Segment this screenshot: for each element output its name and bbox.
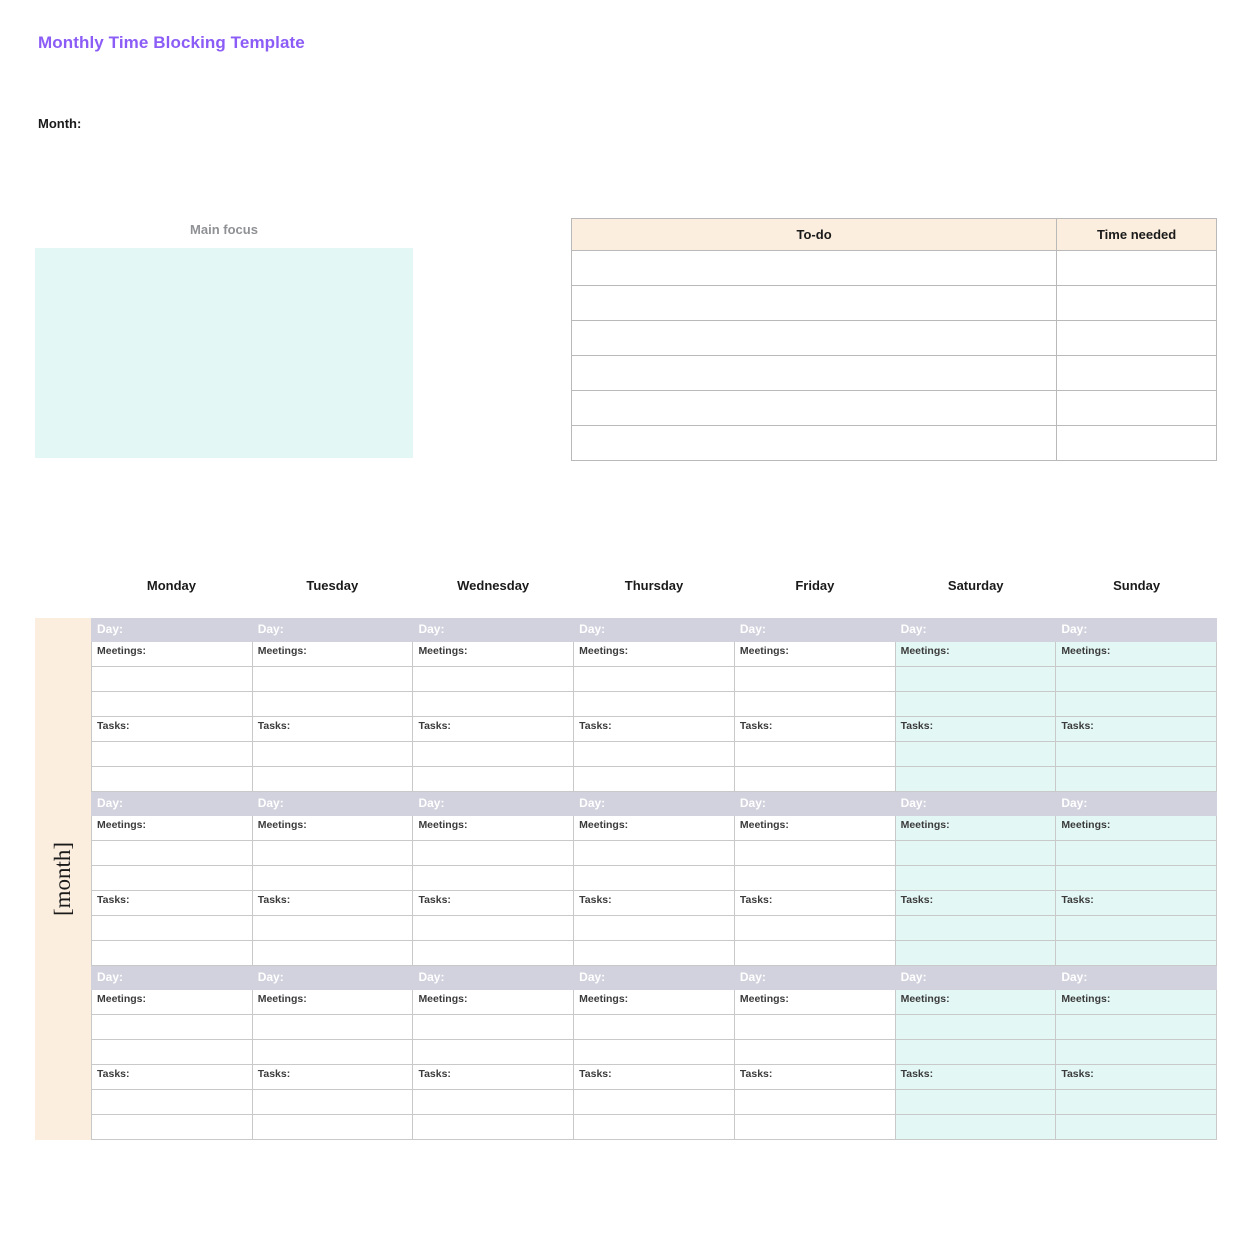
tasks-cell[interactable] (735, 916, 896, 941)
tasks-label-tue: Tasks: (253, 891, 414, 916)
meetings-cell[interactable] (91, 841, 253, 866)
tasks-entry-row (91, 916, 1217, 941)
tasks-entry-row (91, 1090, 1217, 1115)
tasks-label-thu: Tasks: (574, 891, 735, 916)
meetings-cell[interactable] (1056, 866, 1217, 891)
tasks-cell[interactable] (91, 1090, 253, 1115)
day-label-tue: Day: (253, 618, 414, 642)
meetings-cell[interactable] (735, 692, 896, 717)
tasks-label-mon: Tasks: (91, 717, 253, 742)
tasks-cell[interactable] (1056, 1115, 1217, 1140)
time-needed-column-header: Time needed (1057, 219, 1217, 251)
todo-cell[interactable] (572, 321, 1057, 356)
day-label-sun: Day: (1056, 792, 1217, 816)
meetings-label-fri: Meetings: (735, 642, 896, 667)
time-needed-cell[interactable] (1057, 251, 1217, 286)
meetings-cell[interactable] (1056, 1015, 1217, 1040)
meetings-cell[interactable] (253, 692, 414, 717)
tasks-label-row (91, 717, 1217, 742)
page-title: Monthly Time Blocking Template (38, 33, 305, 52)
day-label-sat: Day: (896, 966, 1057, 990)
tasks-label-mon: Tasks: (91, 1065, 253, 1090)
meetings-cell[interactable] (1056, 692, 1217, 717)
meetings-label-thu: Meetings: (574, 990, 735, 1015)
meetings-cell[interactable] (735, 667, 896, 692)
weekday-saturday: Saturday (947, 578, 1004, 593)
meetings-label-wed: Meetings: (413, 816, 574, 841)
tasks-label-fri: Tasks: (735, 891, 896, 916)
day-label-tue: Day: (253, 966, 414, 990)
todo-cell[interactable] (572, 391, 1057, 426)
month-spine (35, 618, 91, 1140)
meetings-cell[interactable] (413, 1015, 574, 1040)
meetings-cell[interactable] (574, 841, 735, 866)
tasks-cell[interactable] (574, 742, 735, 767)
table-row (572, 286, 1217, 321)
tasks-label-sun: Tasks: (1056, 891, 1217, 916)
meetings-cell[interactable] (896, 667, 1057, 692)
tasks-cell[interactable] (253, 941, 414, 966)
tasks-cell[interactable] (896, 767, 1057, 792)
day-label-sun: Day: (1056, 618, 1217, 642)
tasks-entry-row (91, 742, 1217, 767)
tasks-cell[interactable] (574, 1090, 735, 1115)
tasks-cell[interactable] (413, 767, 574, 792)
todo-cell[interactable] (572, 426, 1057, 461)
day-label-mon: Day: (91, 618, 253, 642)
calendar-week-2 (91, 792, 1217, 966)
meetings-label-thu: Meetings: (574, 642, 735, 667)
tasks-cell[interactable] (735, 1115, 896, 1140)
meetings-cell[interactable] (735, 866, 896, 891)
main-focus-title: Main focus (190, 222, 258, 237)
weekday-monday: Monday (146, 578, 196, 593)
tasks-label-sun: Tasks: (1056, 717, 1217, 742)
tasks-label-sat: Tasks: (896, 1065, 1057, 1090)
tasks-cell[interactable] (896, 1090, 1057, 1115)
time-needed-cell[interactable] (1057, 391, 1217, 426)
meetings-label-sun: Meetings: (1056, 816, 1217, 841)
tasks-label-fri: Tasks: (735, 1065, 896, 1090)
tasks-cell[interactable] (413, 742, 574, 767)
meetings-cell[interactable] (413, 1040, 574, 1065)
day-label-thu: Day: (574, 618, 735, 642)
tasks-cell[interactable] (574, 1115, 735, 1140)
todo-column-header: To-do (572, 219, 1057, 251)
meetings-cell[interactable] (253, 1015, 414, 1040)
table-row (572, 321, 1217, 356)
day-label-fri: Day: (735, 618, 896, 642)
tasks-cell[interactable] (1056, 767, 1217, 792)
tasks-cell[interactable] (413, 1090, 574, 1115)
time-needed-cell[interactable] (1057, 356, 1217, 391)
calendar-week-3 (91, 966, 1217, 1140)
meetings-label-row (91, 990, 1217, 1015)
day-header-row (91, 792, 1217, 816)
meetings-cell[interactable] (735, 1015, 896, 1040)
tasks-cell[interactable] (574, 767, 735, 792)
meetings-cell[interactable] (574, 1015, 735, 1040)
weekday-header-row (91, 578, 1217, 593)
meetings-cell[interactable] (253, 866, 414, 891)
meetings-cell[interactable] (91, 1015, 253, 1040)
tasks-label-sat: Tasks: (896, 891, 1057, 916)
tasks-label-sat: Tasks: (896, 717, 1057, 742)
meetings-label-mon: Meetings: (91, 642, 253, 667)
meetings-cell[interactable] (91, 667, 253, 692)
tasks-cell[interactable] (735, 941, 896, 966)
calendar-week-1 (91, 618, 1217, 792)
day-label-wed: Day: (413, 792, 574, 816)
day-header-row (91, 618, 1217, 642)
tasks-cell[interactable] (574, 916, 735, 941)
meetings-label-sat: Meetings: (896, 642, 1057, 667)
tasks-label-mon: Tasks: (91, 891, 253, 916)
calendar-weeks (91, 618, 1217, 1140)
meetings-label-sat: Meetings: (896, 990, 1057, 1015)
todo-cell[interactable] (572, 356, 1057, 391)
time-needed-cell[interactable] (1057, 426, 1217, 461)
day-label-wed: Day: (413, 966, 574, 990)
meetings-label-thu: Meetings: (574, 816, 735, 841)
tasks-label-fri: Tasks: (735, 717, 896, 742)
meetings-entry-row (91, 1015, 1217, 1040)
tasks-cell[interactable] (253, 1115, 414, 1140)
meetings-cell[interactable] (413, 667, 574, 692)
tasks-cell[interactable] (413, 941, 574, 966)
meetings-label-fri: Meetings: (735, 816, 896, 841)
meetings-cell[interactable] (1056, 841, 1217, 866)
tasks-label-wed: Tasks: (413, 717, 574, 742)
meetings-cell[interactable] (896, 866, 1057, 891)
todo-cell[interactable] (572, 286, 1057, 321)
tasks-cell[interactable] (735, 767, 896, 792)
meetings-label-sun: Meetings: (1056, 642, 1217, 667)
tasks-cell[interactable] (574, 941, 735, 966)
meetings-cell[interactable] (91, 692, 253, 717)
tasks-cell[interactable] (1056, 1090, 1217, 1115)
tasks-label-row (91, 891, 1217, 916)
meetings-cell[interactable] (735, 1040, 896, 1065)
tasks-cell[interactable] (253, 916, 414, 941)
weekday-friday: Friday (795, 578, 835, 593)
weekday-thursday: Thursday (624, 578, 684, 593)
tasks-entry-row (91, 767, 1217, 792)
weekday-sunday: Sunday (1113, 578, 1161, 593)
day-label-thu: Day: (574, 966, 735, 990)
meetings-label-row (91, 642, 1217, 667)
meetings-cell[interactable] (91, 866, 253, 891)
tasks-cell[interactable] (413, 1115, 574, 1140)
meetings-entry-row (91, 692, 1217, 717)
tasks-cell[interactable] (253, 1090, 414, 1115)
month-spine-label: [month] (50, 841, 75, 917)
day-label-sat: Day: (896, 792, 1057, 816)
meetings-cell[interactable] (896, 1015, 1057, 1040)
meetings-cell[interactable] (413, 841, 574, 866)
table-row (572, 356, 1217, 391)
tasks-cell[interactable] (413, 916, 574, 941)
meetings-label-mon: Meetings: (91, 816, 253, 841)
tasks-cell[interactable] (735, 742, 896, 767)
meetings-label-sat: Meetings: (896, 816, 1057, 841)
tasks-label-tue: Tasks: (253, 717, 414, 742)
meetings-cell[interactable] (896, 841, 1057, 866)
meetings-label-mon: Meetings: (91, 990, 253, 1015)
meetings-cell[interactable] (253, 841, 414, 866)
meetings-cell[interactable] (413, 692, 574, 717)
tasks-cell[interactable] (1056, 941, 1217, 966)
weekday-tuesday: Tuesday (306, 578, 359, 593)
meetings-cell[interactable] (896, 692, 1057, 717)
month-field-label: Month: (38, 116, 82, 131)
meetings-cell[interactable] (253, 1040, 414, 1065)
tasks-label-wed: Tasks: (413, 1065, 574, 1090)
tasks-label-thu: Tasks: (574, 1065, 735, 1090)
tasks-entry-row (91, 1115, 1217, 1140)
tasks-cell[interactable] (253, 742, 414, 767)
day-label-fri: Day: (735, 966, 896, 990)
meetings-cell[interactable] (253, 667, 414, 692)
todo-table-header-row (572, 219, 1217, 251)
meetings-label-fri: Meetings: (735, 990, 896, 1015)
meetings-label-sun: Meetings: (1056, 990, 1217, 1015)
tasks-cell[interactable] (896, 1115, 1057, 1140)
weekday-wednesday: Wednesday (457, 578, 530, 593)
day-header-row (91, 966, 1217, 990)
day-label-tue: Day: (253, 792, 414, 816)
tasks-cell[interactable] (896, 916, 1057, 941)
calendar-grid (35, 618, 1217, 1140)
tasks-label-tue: Tasks: (253, 1065, 414, 1090)
day-label-sun: Day: (1056, 966, 1217, 990)
tasks-label-row (91, 1065, 1217, 1090)
day-label-mon: Day: (91, 792, 253, 816)
meetings-label-tue: Meetings: (253, 642, 414, 667)
meetings-label-tue: Meetings: (253, 816, 414, 841)
tasks-entry-row (91, 941, 1217, 966)
table-row (572, 391, 1217, 426)
meetings-entry-row (91, 667, 1217, 692)
table-row (572, 251, 1217, 286)
day-label-thu: Day: (574, 792, 735, 816)
tasks-cell[interactable] (1056, 742, 1217, 767)
tasks-cell[interactable] (91, 742, 253, 767)
day-label-fri: Day: (735, 792, 896, 816)
meetings-cell[interactable] (574, 692, 735, 717)
meetings-cell[interactable] (574, 667, 735, 692)
tasks-label-thu: Tasks: (574, 717, 735, 742)
tasks-cell[interactable] (1056, 916, 1217, 941)
main-focus-input[interactable] (35, 248, 413, 458)
tasks-cell[interactable] (896, 941, 1057, 966)
meetings-cell[interactable] (1056, 667, 1217, 692)
todo-cell[interactable] (572, 251, 1057, 286)
meetings-cell[interactable] (574, 1040, 735, 1065)
main-focus-section (35, 222, 413, 458)
tasks-cell[interactable] (91, 916, 253, 941)
meetings-cell[interactable] (1056, 1040, 1217, 1065)
tasks-cell[interactable] (253, 767, 414, 792)
meetings-label-wed: Meetings: (413, 990, 574, 1015)
tasks-cell[interactable] (91, 767, 253, 792)
tasks-label-wed: Tasks: (413, 891, 574, 916)
meetings-label-wed: Meetings: (413, 642, 574, 667)
day-label-sat: Day: (896, 618, 1057, 642)
meetings-cell[interactable] (413, 866, 574, 891)
meetings-entry-row (91, 841, 1217, 866)
time-needed-cell[interactable] (1057, 286, 1217, 321)
meetings-cell[interactable] (735, 841, 896, 866)
tasks-cell[interactable] (896, 742, 1057, 767)
meetings-cell[interactable] (91, 1040, 253, 1065)
meetings-entry-row (91, 1040, 1217, 1065)
tasks-cell[interactable] (91, 1115, 253, 1140)
meetings-label-tue: Meetings: (253, 990, 414, 1015)
meetings-entry-row (91, 866, 1217, 891)
meetings-cell[interactable] (896, 1040, 1057, 1065)
todo-table (571, 218, 1217, 461)
meetings-label-row (91, 816, 1217, 841)
tasks-cell[interactable] (91, 941, 253, 966)
day-label-wed: Day: (413, 618, 574, 642)
meetings-cell[interactable] (574, 866, 735, 891)
tasks-label-sun: Tasks: (1056, 1065, 1217, 1090)
table-row (572, 426, 1217, 461)
tasks-cell[interactable] (735, 1090, 896, 1115)
time-needed-cell[interactable] (1057, 321, 1217, 356)
day-label-mon: Day: (91, 966, 253, 990)
